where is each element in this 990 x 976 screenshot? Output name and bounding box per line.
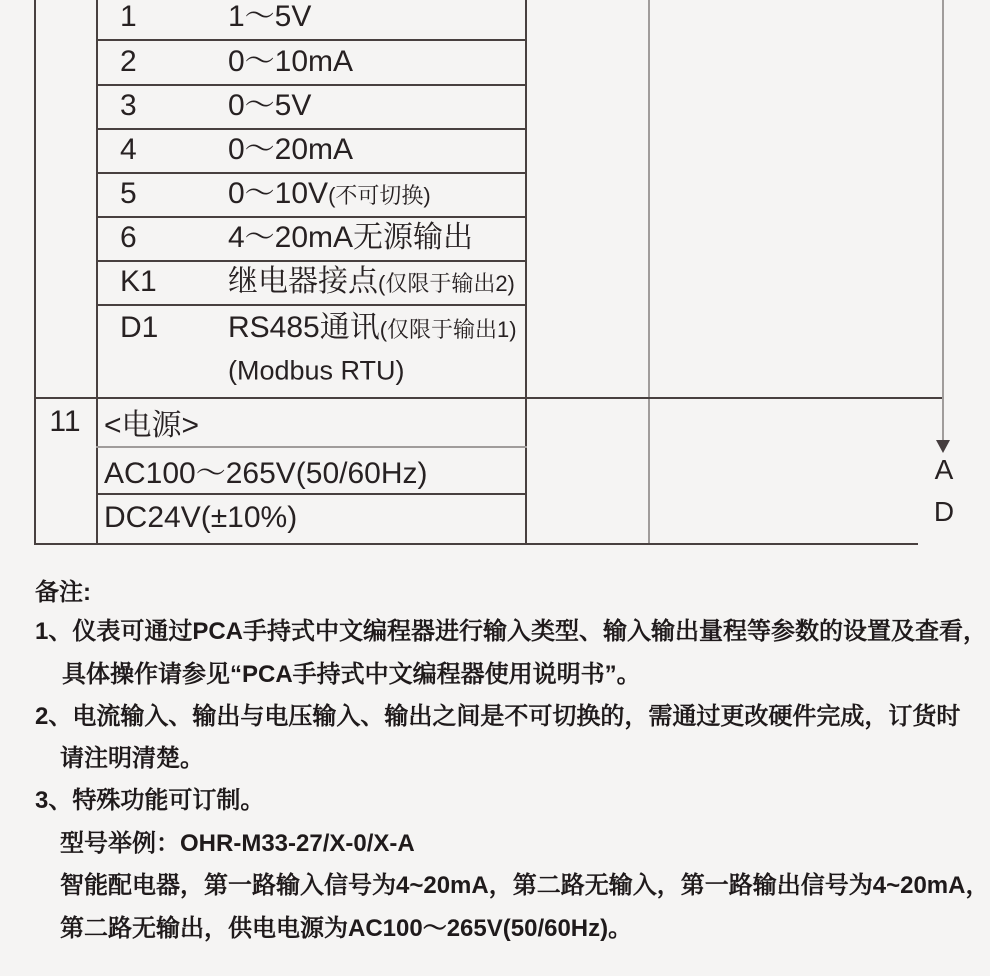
option-desc (228, 2, 311, 32)
table-row (96, 260, 536, 304)
option-desc-text: RS485通讯 (228, 310, 380, 344)
power-option: AC100～265V(50/60Hz) (104, 456, 428, 490)
option-desc-text: 继电器接点 (228, 265, 378, 298)
table-row (96, 128, 536, 172)
option-code: 3 (120, 89, 137, 122)
power-header: <电源> (104, 408, 200, 442)
option-code: 4 (120, 133, 137, 166)
item-number: 11 (49, 404, 81, 438)
table-row (96, 172, 536, 216)
option-desc-line2: (Modbus RTU) (228, 355, 405, 386)
option-code: 1 (120, 0, 137, 33)
table-row (96, 304, 536, 351)
model-code-letter-d: D (933, 496, 955, 527)
option-desc-text: 1～5V (228, 0, 312, 33)
table-row (96, 0, 536, 39)
note-line-2b: 请注明清楚。 (60, 745, 204, 772)
option-desc-text: 0～10mA (228, 44, 354, 78)
table-row-continued (96, 349, 536, 393)
power-option-row (96, 493, 526, 543)
option-desc-text: 0～5V (228, 89, 312, 122)
option-note: (仅限于输出1) (379, 316, 517, 342)
option-note: (不可切换) (328, 183, 431, 208)
option-desc-text: 0～10V (228, 177, 329, 210)
option-desc (228, 44, 354, 78)
table-border-mid (648, 0, 650, 545)
table-border-bottom (34, 543, 918, 545)
option-code: 6 (120, 221, 137, 254)
option-desc-text: 4～20mA无源输出 (228, 221, 474, 254)
option-code: 2 (120, 44, 137, 78)
option-code: K1 (120, 265, 157, 298)
leader-line (942, 0, 944, 442)
option-desc-text: 0～20mA (228, 133, 354, 166)
note-line-3c: 智能配电器，第一路输入信号为4~20mA，第二路无输入，第一路输出信号为4~20mA， (60, 872, 990, 899)
option-desc (228, 91, 311, 121)
table-row (96, 84, 536, 128)
model-code-letter-a: A (934, 454, 954, 485)
note-line-3: 3、特殊功能可订制。 (35, 787, 265, 814)
power-header-row (96, 397, 526, 446)
note-line-3b: 型号举例：OHR-M33-27/X-0/X-A (60, 830, 415, 857)
table-row (96, 216, 536, 260)
down-arrow-icon (936, 440, 950, 453)
note-line-1b: 具体操作请参见“PCA手持式中文编程器使用说明书”。 (62, 661, 641, 688)
note-line-2: 2、电流输入、输出与电压输入、输出之间是不可切换的，需通过更改硬件完成，订货时 (35, 703, 961, 730)
option-desc (228, 179, 431, 209)
option-code: 5 (120, 177, 137, 210)
option-desc (228, 267, 515, 297)
table-row (96, 39, 536, 84)
power-option: DC24V(±10%) (104, 501, 298, 534)
note-line-3d: 第二路无输出，供电电源为AC100～265V(50/60Hz)。 (60, 915, 633, 942)
option-desc (228, 223, 473, 253)
option-note: (仅限于输出2) (378, 271, 515, 296)
table-border-left (34, 0, 36, 545)
option-code: D1 (120, 310, 159, 344)
power-option-row (96, 446, 526, 493)
option-desc (228, 135, 353, 165)
option-desc (228, 310, 517, 344)
notes-title: 备注: (35, 579, 91, 606)
note-line-1: 1、仪表可通过PCA手持式中文编程器进行输入类型、输入输出量程等参数的设置及查看， (35, 618, 988, 645)
